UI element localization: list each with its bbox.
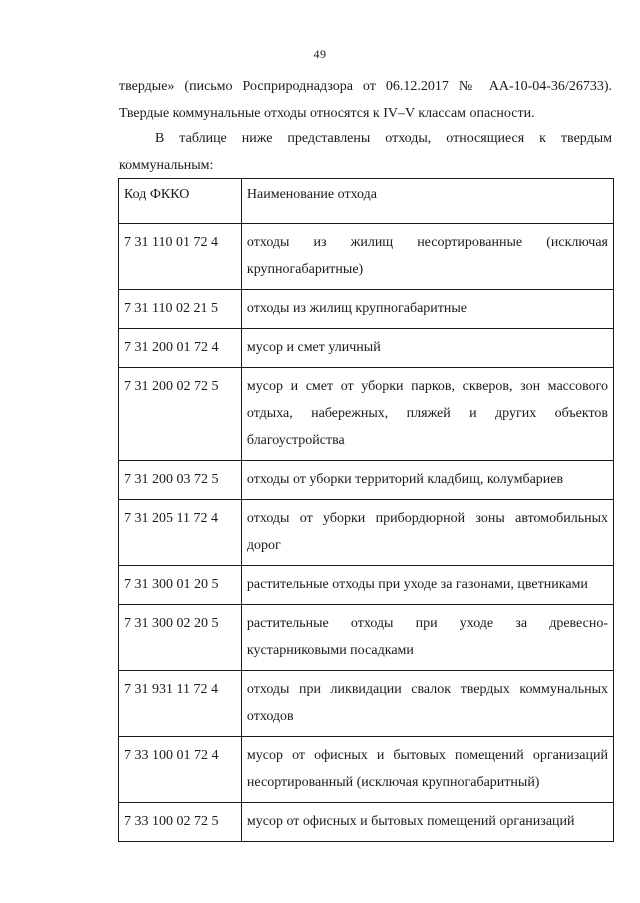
waste-name-line: благоустройства: [246, 433, 345, 448]
waste-name-line: несортированный (исключая крупногабаритный): [246, 775, 540, 790]
table-row: [119, 500, 614, 566]
page-number: 49: [313, 47, 327, 61]
table-row: [119, 329, 614, 368]
waste-name-line: дорог: [246, 538, 281, 553]
waste-code-cell: 7 31 200 03 72 5: [119, 461, 242, 500]
table-row: [119, 737, 614, 803]
waste-name-cell: [241, 224, 613, 290]
table-row: [119, 368, 614, 461]
waste-code-cell: 7 31 300 02 20 5: [119, 605, 242, 671]
waste-name-cell: [241, 671, 613, 737]
waste-code-cell: 7 33 100 01 72 4: [119, 737, 242, 803]
waste-name-line: крупногабаритные): [246, 262, 364, 277]
waste-name-cell: [241, 290, 613, 329]
waste-name-cell: [241, 566, 613, 605]
table-row: [119, 671, 614, 737]
waste-code-cell: 7 31 200 01 72 4: [119, 329, 242, 368]
paragraph-line: коммунальным:: [119, 158, 214, 173]
paragraph-line: Твердые коммунальные отходы относятся к IV–V классам опасности.: [119, 106, 535, 121]
waste-name-cell: [241, 368, 613, 461]
waste-code-cell: 7 31 110 02 21 5: [119, 290, 242, 329]
table-row: [119, 566, 614, 605]
paragraph-line: твердые» (письмо Росприроднадзора от 06.12.2017 № АА-10-04-36/26733).: [119, 79, 612, 94]
table-row: [119, 290, 614, 329]
waste-name-line: отходы при ликвидации свалок твердых коммунальных: [246, 682, 608, 697]
waste-code-cell: 7 31 110 01 72 4: [119, 224, 242, 290]
intro-paragraph: [119, 73, 612, 127]
waste-name-cell: [241, 500, 613, 566]
waste-code-cell: 7 33 100 02 72 5: [119, 803, 242, 842]
waste-name-cell: [241, 329, 613, 368]
table-intro-paragraph: [119, 125, 612, 179]
waste-name-line: отходы из жилищ несортированные (исключая: [246, 235, 608, 250]
waste-name-cell: [241, 461, 613, 500]
waste-name-line: мусор и смет уличный: [246, 340, 381, 355]
waste-name-line: отходы от уборки прибордюрной зоны автомобильных: [246, 511, 608, 526]
waste-name-line: растительные отходы при уходе за древесно-: [246, 616, 608, 631]
table-row: [119, 605, 614, 671]
waste-name-line: мусор от офисных и бытовых помещений организаций: [246, 814, 575, 829]
waste-name-cell: [241, 605, 613, 671]
table-row: [119, 224, 614, 290]
header-name: Наименование отхода: [241, 179, 613, 224]
table-row: [119, 461, 614, 500]
waste-name-line: мусор от офисных и бытовых помещений организаций: [246, 748, 608, 763]
waste-name-line: отходов: [246, 709, 294, 724]
waste-name-line: отходы из жилищ крупногабаритные: [246, 301, 468, 316]
waste-code-cell: 7 31 931 11 72 4: [119, 671, 242, 737]
waste-name-cell: [241, 737, 613, 803]
waste-name-line: кустарниковыми посадками: [246, 643, 414, 658]
waste-name-line: мусор и смет от уборки парков, скверов, зон массового: [246, 379, 608, 394]
waste-table: [118, 178, 614, 842]
header-code: Код ФККО: [119, 179, 242, 224]
waste-name-line: растительные отходы при уходе за газонами, цветниками: [246, 577, 588, 592]
paragraph-line: В таблице ниже представлены отходы, относящиеся к твердым: [155, 131, 612, 146]
waste-code-cell: 7 31 200 02 72 5: [119, 368, 242, 461]
waste-name-line: отдыха, набережных, пляжей и других объектов: [246, 406, 608, 421]
waste-code-cell: 7 31 300 01 20 5: [119, 566, 242, 605]
table-row: [119, 803, 614, 842]
table-header-row: [119, 179, 614, 224]
waste-code-cell: 7 31 205 11 72 4: [119, 500, 242, 566]
waste-name-cell: [241, 803, 613, 842]
waste-name-line: отходы от уборки территорий кладбищ, колумбариев: [246, 472, 564, 487]
